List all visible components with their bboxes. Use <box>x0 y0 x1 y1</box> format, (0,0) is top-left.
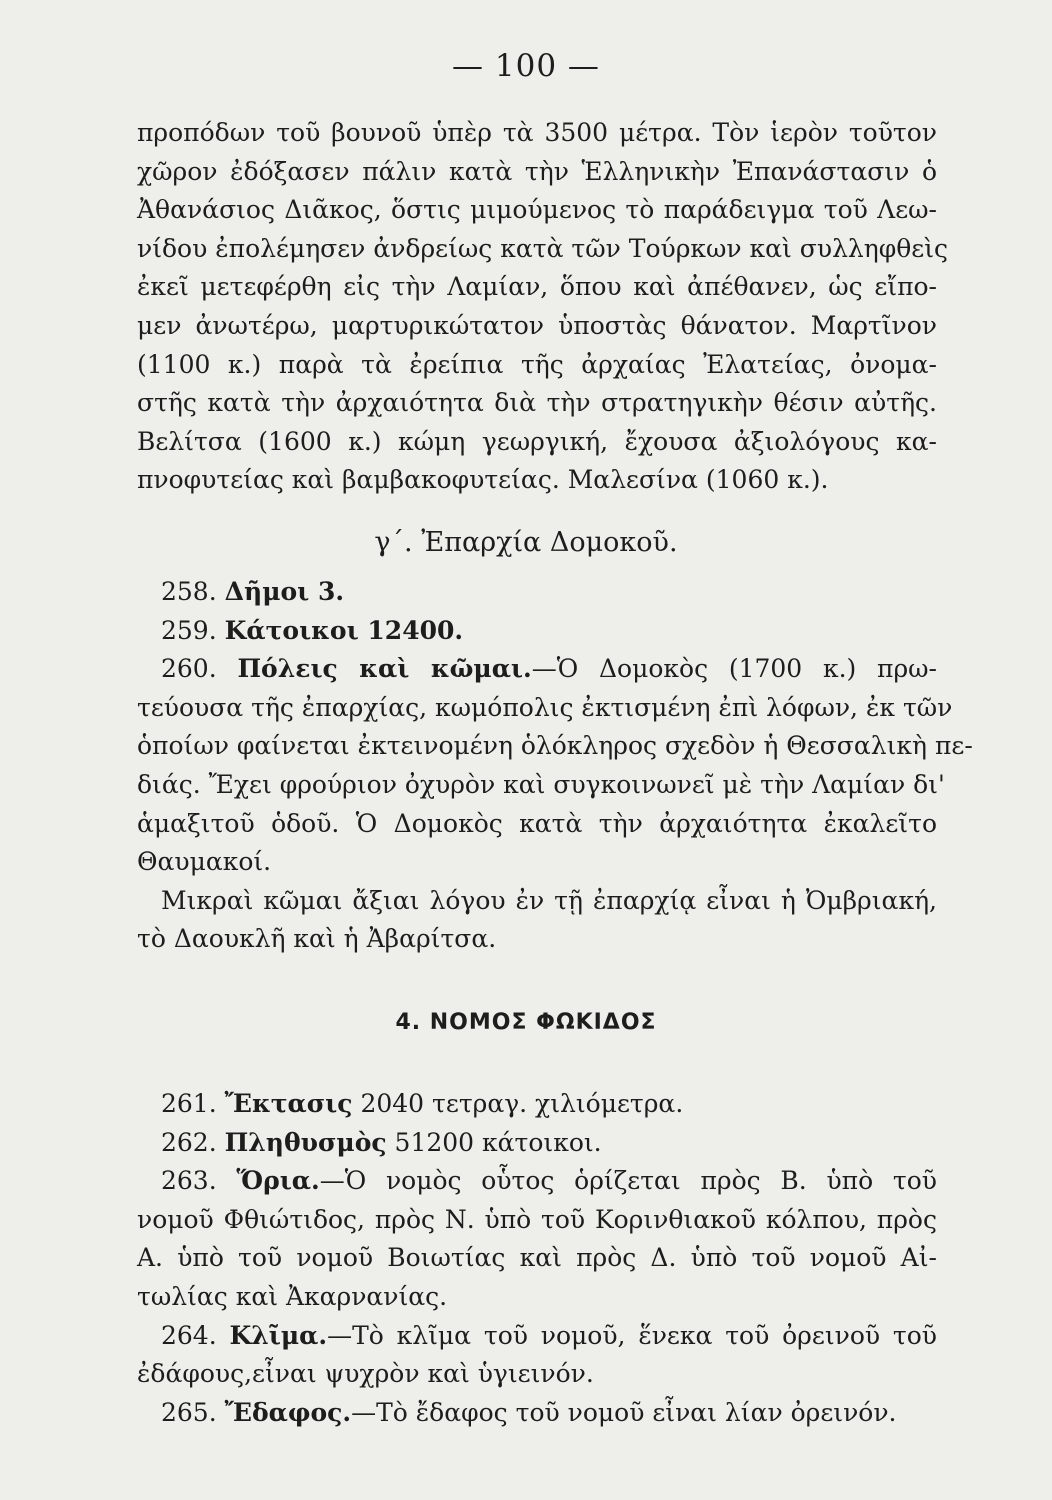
numbered-item-259: 259. Κάτοικοι 12400. <box>161 615 464 645</box>
numbered-item-261: 261. Ἔκτασις 2040 τετραγ. χιλιόμετρα. <box>161 1089 684 1118</box>
section-heading: 4. ΝΟΜΟΣ ΦΩΚΙΔΟΣ <box>395 1010 657 1035</box>
text-line: τὸ Δαουκλῆ καὶ ἡ Ἀβαρίτσα. <box>137 924 497 954</box>
text-line: ἐδάφους,εἶναι ψυχρὸν καὶ ὑγιεινόν. <box>137 1359 594 1389</box>
text-line: τεύουσα τῆς ἐπαρχίας, κωμόπολις ἐκτισμένη ἐπὶ λόφων, ἐκ τῶν <box>137 692 953 722</box>
item-label: Ἔδαφος. <box>224 1397 352 1427</box>
item-label: Πόλεις καὶ κῶμαι. <box>237 654 532 684</box>
page-number: — 100 — <box>452 48 600 84</box>
numbered-item-264: 264. Κλῖμα.—Τὸ κλῖμα τοῦ νομοῦ, ἕνεκα τοῦ ὀρεινοῦ τοῦ <box>161 1320 937 1350</box>
item-text: —Ὁ νομὸς οὗτος ὁρίζεται πρὸς Β. ὑπὸ τοῦ <box>319 1166 937 1196</box>
text-line: ὁποίων φαίνεται ἐκτεινομένη ὁλόκληρος σχεδὸν ἡ Θεσσαλικὴ πε- <box>137 731 973 761</box>
subsection-title: γ΄. Ἐπαρχία Δομοκοῦ. <box>374 527 678 558</box>
numbered-item-258: 258. Δῆμοι 3. <box>161 577 345 606</box>
item-label: Κλῖμα. <box>229 1320 328 1350</box>
text-line: στῆς κατὰ τὴν ἀρχαιότητα διὰ τὴν στρατηγικὴν θέσιν αὐτῆς. <box>137 388 937 418</box>
item-label: Ἔκτασις <box>224 1089 353 1118</box>
text-line: πνοφυτείας καὶ βαμβακοφυτείας. Μαλεσίνα (1060 κ.). <box>137 465 829 495</box>
item-label: Δῆμοι 3. <box>224 577 345 606</box>
text-line: νομοῦ Φθιώτιδος, πρὸς Ν. ὑπὸ τοῦ Κορινθιακοῦ κόλπου, πρὸς <box>137 1204 937 1234</box>
item-text: 2040 τετραγ. χιλιόμετρα. <box>352 1089 684 1118</box>
text-line: Ἀθανάσιος Διᾶκος, ὅστις μιμούμενος τὸ παράδειγμα τοῦ Λεω- <box>137 195 937 225</box>
item-label: Κάτοικοι 12400. <box>224 615 464 645</box>
item-text: —Τὸ κλῖμα τοῦ νομοῦ, ἕνεκα τοῦ ὀρεινοῦ τοῦ <box>327 1320 937 1350</box>
item-label: Ὅρια. <box>236 1166 320 1196</box>
section-domokos <box>137 573 973 959</box>
text-line: χῶρον ἐδόξασεν πάλιν κατὰ τὴν Ἑλληνικὴν Ἐπανάστασιν ὁ <box>137 156 937 186</box>
text-line: προπόδων τοῦ βουνοῦ ὑπὲρ τὰ 3500 μέτρα. Τὸν ἱερὸν τοῦτον <box>137 118 937 147</box>
text-line: μεν ἀνωτέρω, μαρτυρικώτατον ὑποστὰς θάνατον. Μαρτῖνον <box>137 310 937 340</box>
numbered-item-263: 263. Ὅρια.—Ὁ νομὸς οὗτος ὁρίζεται πρὸς Β. ὑπὸ τοῦ <box>161 1166 937 1196</box>
paragraph-thermopylae <box>137 114 949 500</box>
numbered-item-262: 262. Πληθυσμὸς 51200 κάτοικοι. <box>161 1127 602 1157</box>
text-line: Μικραὶ κῶμαι ἄξιαι λόγου ἐν τῇ ἐπαρχίᾳ εἶναι ἡ Ὀμβριακή, <box>161 885 937 915</box>
text-line: τωλίας καὶ Ἀκαρνανίας. <box>137 1281 448 1311</box>
text-line: Βελίτσα (1600 κ.) κώμη γεωργική, ἔχουσα ἀξιολόγους κα- <box>137 426 937 456</box>
item-text: 51200 κάτοικοι. <box>386 1127 602 1157</box>
section-fokis <box>137 1085 937 1432</box>
text-line: ἐκεῖ μετεφέρθη εἰς τὴν Λαμίαν, ὅπου καὶ ἀπέθανεν, ὡς εἴπο- <box>137 272 937 302</box>
text-line: Θαυμακοί. <box>137 847 272 877</box>
text-line: νίδου ἐπολέμησεν ἀνδρείως κατὰ τῶν Τούρκων καὶ συλληφθεὶς <box>137 233 949 263</box>
item-text: —Τὸ ἔδαφος τοῦ νομοῦ εἶναι λίαν ὀρεινόν. <box>351 1397 897 1427</box>
item-label: Πληθυσμὸς <box>224 1127 387 1157</box>
text-line: (1100 κ.) παρὰ τὰ ἐρείπια τῆς ἀρχαίας Ἐλατείας, ὀνομα- <box>137 349 937 379</box>
numbered-item-265: 265. Ἔδαφος.—Τὸ ἔδαφος τοῦ νομοῦ εἶναι λίαν ὀρεινόν. <box>161 1397 897 1427</box>
text-line: Α. ὑπὸ τοῦ νομοῦ Βοιωτίας καὶ πρὸς Δ. ὑπὸ τοῦ νομοῦ Αἰ- <box>137 1243 937 1273</box>
text-line: ἁμαξιτοῦ ὁδοῦ. Ὁ Δομοκὸς κατὰ τὴν ἀρχαιότητα ἐκαλεῖτο <box>137 808 937 838</box>
numbered-item-260: 260. Πόλεις καὶ κῶμαι.—Ὁ Δομοκὸς (1700 κ.) πρω- <box>161 654 937 684</box>
item-text: —Ὁ Δομοκὸς (1700 κ.) πρω- <box>531 654 937 684</box>
text-line: διάς. Ἔχει φρούριον ὀχυρὸν καὶ συγκοινωνεῖ μὲ τὴν Λαμίαν δι' <box>137 769 945 799</box>
